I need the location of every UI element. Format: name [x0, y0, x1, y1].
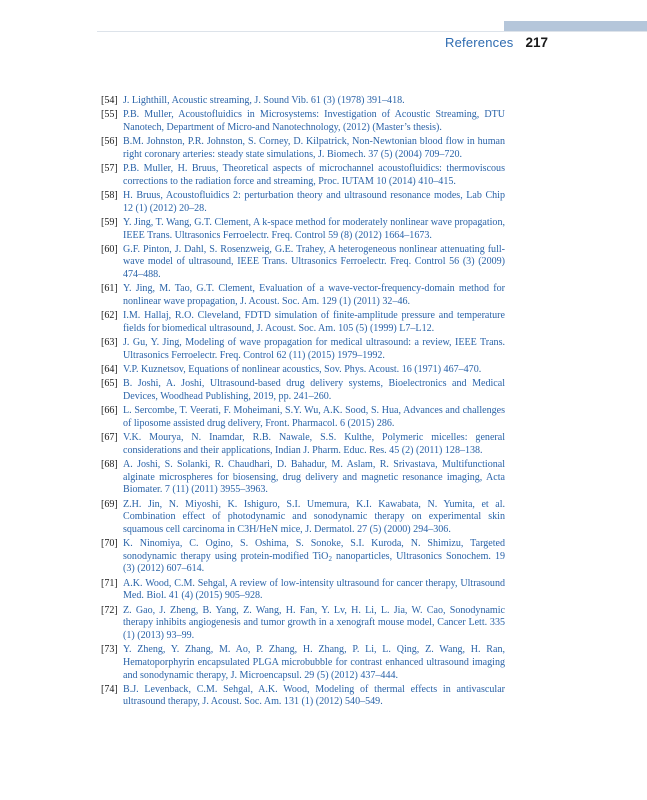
reference-text: Y. Zheng, Y. Zhang, M. Ao, P. Zhang, H. Zhang, P. Li, L. Qing, Z. Wang, H. Ran, Hematoporphyrin encapsulated PLGA microbubble for contrast enhanced ultrasound imaging and sonodynamic therapy, J. Microencapsul. 29 (5) (2012) 437–444.	[123, 644, 505, 681]
reference-number: [56]	[101, 136, 118, 148]
reference-number: [54]	[101, 95, 118, 106]
reference-number: [74]	[101, 683, 118, 695]
reference-text: I.M. Hallaj, R.O. Cleveland, FDTD simulation of finite-amplitude pressure and temperature fields for biomedical ultrasound, J. Acoust. Soc. Am. 105 (5) (1999) L7–L12.	[123, 310, 505, 334]
reference-entry	[101, 109, 505, 134]
reference-number: [73]	[101, 644, 118, 656]
reference-entry	[101, 95, 505, 108]
reference-text: P.B. Muller, H. Bruus, Theoretical aspects of microchannel acoustofluidics: thermoviscous corrections to the radiation force and streaming, Proc. IUTAM 10 (2014) 410–415.	[123, 163, 505, 187]
reference-text: J. Gu, Y. Jing, Modeling of wave propagation for medical ultrasound: a review, IEEE Trans. Ultrasonics Ferroelectr. Freq. Control 62 (11) (2015) 1979–1992.	[123, 337, 505, 361]
subscript: 2	[328, 554, 332, 563]
reference-entry	[101, 244, 505, 282]
reference-number: [63]	[101, 337, 118, 349]
reference-number: [59]	[101, 216, 118, 228]
reference-text	[123, 538, 505, 574]
reference-text: B. Joshi, A. Joshi, Ultrasound-based drug delivery systems, Bioelectronics and Medical Devices, Woodhead Publishing, 2019, pp. 241–260.	[123, 378, 505, 402]
reference-text: Z.H. Jin, N. Miyoshi, K. Ishiguro, S.I. Umemura, K.I. Kawabata, N. Yumita, et al. Combination effect of photodynamic and sonodynamic therapy on experimental skin squamous cell carcinoma in C3H/HeN mice, J. Dermatol. 27 (5) (2000) 294–306.	[123, 498, 505, 535]
reference-list	[101, 95, 505, 711]
reference-entry	[101, 310, 505, 335]
reference-number: [55]	[101, 109, 118, 121]
reference-text: Z. Gao, J. Zheng, B. Yang, Z. Wang, H. Fan, Y. Lv, H. Li, L. Jia, W. Cao, Sonodynamic therapy inhibits angiogenesis and tumor growth in a xenograft mouse model, Cancer Lett. 335 (1) (2013) 93–99.	[123, 604, 505, 641]
reference-entry	[101, 605, 505, 643]
reference-entry	[101, 136, 505, 161]
reference-entry	[101, 163, 505, 188]
reference-text: J. Lighthill, Acoustic streaming, J. Sound Vib. 61 (3) (1978) 391–418.	[123, 95, 405, 106]
reference-number: [61]	[101, 283, 118, 295]
reference-text: B.J. Levenback, C.M. Sehgal, A.K. Wood, Modeling of thermal effects in antivascular ultrasound therapy, J. Acoust. Soc. Am. 131 (1) (2012) 540–549.	[123, 683, 505, 708]
reference-entry	[101, 364, 505, 377]
reference-text-part: K. Ninomiya, C. Ogino, S. Oshima, S. Sonoke, S.I. Kuroda, N. Shimizu, Targeted sonodynamic therapy using protein-modified TiO	[123, 538, 505, 562]
reference-text: B.M. Johnston, P.R. Johnston, S. Corney, D. Kilpatrick, Non-Newtonian blood flow in human right coronary arteries: steady state simulations, J. Biomech. 37 (5) (2004) 709–720.	[123, 136, 505, 160]
page-number: 217	[525, 35, 548, 50]
reference-text: P.B. Muller, Acoustofluidics in Microsystems: Investigation of Acoustic Streaming, DTU Nanotech, Department of Micro-and Nanotechnology, (2012) (Master’s thesis).	[123, 109, 505, 133]
reference-entry	[101, 378, 505, 403]
reference-number: [62]	[101, 310, 118, 322]
reference-number: [66]	[101, 405, 118, 417]
reference-text: V.K. Mourya, N. Inamdar, R.B. Nawale, S.S. Kulthe, Polymeric micelles: general considerations and their applications, Indian J. Pharm. Educ. Res. 45 (2) (2011) 128–138.	[123, 432, 505, 456]
reference-number: [64]	[101, 364, 118, 376]
reference-entry	[101, 499, 505, 537]
reference-text-part: nanoparticles, Ultrasonics Sonochem. 19 (3) (2012) 607–614.	[123, 550, 506, 575]
reference-entry	[101, 432, 505, 457]
section-title: References	[444, 35, 514, 50]
reference-entry	[101, 217, 505, 242]
reference-entry	[101, 190, 505, 215]
header-rule	[97, 31, 647, 32]
reference-entry	[101, 405, 505, 430]
reference-text: H. Bruus, Acoustofluidics 2: perturbation theory and ultrasound resonance modes, Lab Chip 12 (1) (2012) 20–28.	[123, 189, 505, 214]
running-head	[445, 35, 548, 50]
reference-entry	[101, 684, 505, 709]
reference-number: [58]	[101, 189, 118, 201]
reference-number: [67]	[101, 432, 118, 444]
reference-entry	[101, 644, 505, 682]
reference-text: L. Sercombe, T. Veerati, F. Moheimani, S.Y. Wu, A.K. Sood, S. Hua, Advances and challenges of liposome assisted drug delivery, Front. Pharmacol. 6 (2015) 286.	[123, 405, 505, 429]
header-accent-bar	[504, 21, 647, 31]
reference-number: [68]	[101, 459, 118, 471]
reference-text: Y. Jing, T. Wang, G.T. Clement, A k-space method for moderately nonlinear wave propagation, IEEE Trans. Ultrasonics Ferroelectr. Freq. Control 59 (8) (2012) 1664–1673.	[123, 216, 505, 241]
reference-number: [71]	[101, 577, 118, 589]
reference-number: [69]	[101, 498, 118, 510]
reference-number: [65]	[101, 378, 118, 390]
reference-entry	[101, 283, 505, 308]
reference-entry	[101, 337, 505, 362]
reference-entry	[101, 578, 505, 603]
reference-entry	[101, 459, 505, 497]
reference-number: [60]	[101, 243, 118, 255]
reference-text: G.F. Pinton, J. Dahl, S. Rosenzweig, G.E. Trahey, A heterogeneous nonlinear attenuating full-wave model of ultrasound, IEEE Trans. Ultrasonics Ferroelectr. Freq. Control 56 (3) (2009) 474–488.	[123, 243, 505, 281]
reference-number: [70]	[101, 538, 118, 550]
reference-entry	[101, 538, 505, 576]
reference-text: V.P. Kuznetsov, Equations of nonlinear acoustics, Sov. Phys. Acoust. 16 (1971) 467–470.	[123, 364, 482, 376]
reference-text: A.K. Wood, C.M. Sehgal, A review of low-intensity ultrasound for cancer therapy, Ultrasound Med. Biol. 41 (4) (2015) 905–928.	[123, 577, 505, 602]
reference-number: [72]	[101, 604, 118, 616]
reference-text: A. Joshi, S. Solanki, R. Chaudhari, D. Bahadur, M. Aslam, R. Srivastava, Multifunctional alginate microspheres for biosensing, drug delivery and magnetic resonance imaging, Acta Biomater. 7 (11) (2011) 3955–3963.	[123, 459, 505, 496]
reference-text: Y. Jing, M. Tao, G.T. Clement, Evaluation of a wave-vector-frequency-domain method for nonlinear wave propagation, J. Acoust. Soc. Am. 129 (1) (2011) 32–46.	[123, 283, 505, 307]
reference-number: [57]	[101, 163, 118, 175]
